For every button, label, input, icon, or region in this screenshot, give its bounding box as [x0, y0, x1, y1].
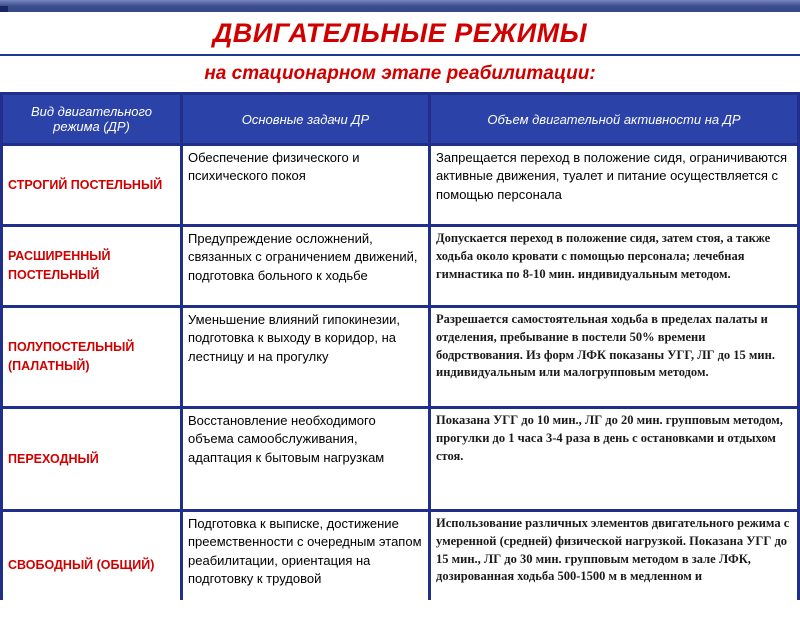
mode-name: СТРОГИЙ ПОСТЕЛЬНЫЙ: [3, 146, 180, 224]
mode-volume: Разрешается самостоятельная ходьба в пределах палаты и отделения, пребывание в постели 50% времени бодрствования. Из форм ЛФК показаны УГГ, ЛГ до 15 мин. индивидуальным или малогрупповым методом.: [431, 308, 797, 406]
mode-volume: Допускается переход в положение сидя, затем стоя, а также ходьба около кровати с помощью персонала; лечебная гимнастика по 8-10 мин. индивидуальным методом.: [431, 227, 797, 305]
header-main-tasks: Основные задачи ДР: [183, 95, 428, 143]
regimes-table: [0, 92, 800, 621]
mode-task: Уменьшение влияний гипокинезии, подготовка к выходу в коридор, на лестницу и на прогулку: [183, 308, 428, 406]
regimes-table-container: [0, 92, 800, 600]
page-subtitle: на стационарном этапе реабилитации:: [204, 63, 596, 84]
mode-task: Восстановление необходимого объема самообслуживания, адаптация к бытовым нагрузкам: [183, 409, 428, 509]
mode-name: РАСШИРЕННЫЙ ПОСТЕЛЬНЫЙ: [3, 227, 180, 305]
mode-name: СВОБОДНЫЙ (ОБЩИЙ): [3, 512, 180, 618]
mode-task: Предупреждение осложнений, связанных с ограничением движений, подготовка больного к ходьбе: [183, 227, 428, 305]
table-row: [3, 308, 797, 406]
table-row: [3, 146, 797, 224]
table-row: [3, 227, 797, 305]
mode-task: Подготовка к выписке, достижение преемственности с очередным этапом реабилитации, ориентация на подготовку к трудовой: [183, 512, 428, 618]
table-row: [3, 512, 797, 618]
mode-name: ПЕРЕХОДНЫЙ: [3, 409, 180, 509]
mode-volume: Использование различных элементов двигательного режима с умеренной (средней) физической нагрузкой. Показана УГГ до 15 мин., ЛГ до 30 мин. групповым методом в зале ЛФК, дозированная ходьба 500-1500 м в медленном и: [431, 512, 797, 618]
title-box: [0, 12, 800, 56]
mode-volume: Показана УГГ до 10 мин., ЛГ до 20 мин. групповым методом, прогулки до 1 часа 3-4 раза в день с остановками и отдыхом стоя.: [431, 409, 797, 509]
mode-task: Обеспечение физического и психического покоя: [183, 146, 428, 224]
subtitle-band: [0, 56, 800, 92]
header-activity-volume: Объем двигательной активности на ДР: [431, 95, 797, 143]
table-row: [3, 409, 797, 509]
mode-name: ПОЛУПОСТЕЛЬНЫЙ (ПАЛАТНЫЙ): [3, 308, 180, 406]
page-title: ДВИГАТЕЛЬНЫЕ РЕЖИМЫ: [212, 17, 588, 48]
header-mode-type: Вид двигательного режима (ДР): [3, 95, 180, 143]
mode-volume: Запрещается переход в положение сидя, ограничиваются активные движения, туалет и питание осуществляется с помощью персонала: [431, 146, 797, 224]
table-header-row: [3, 95, 797, 143]
